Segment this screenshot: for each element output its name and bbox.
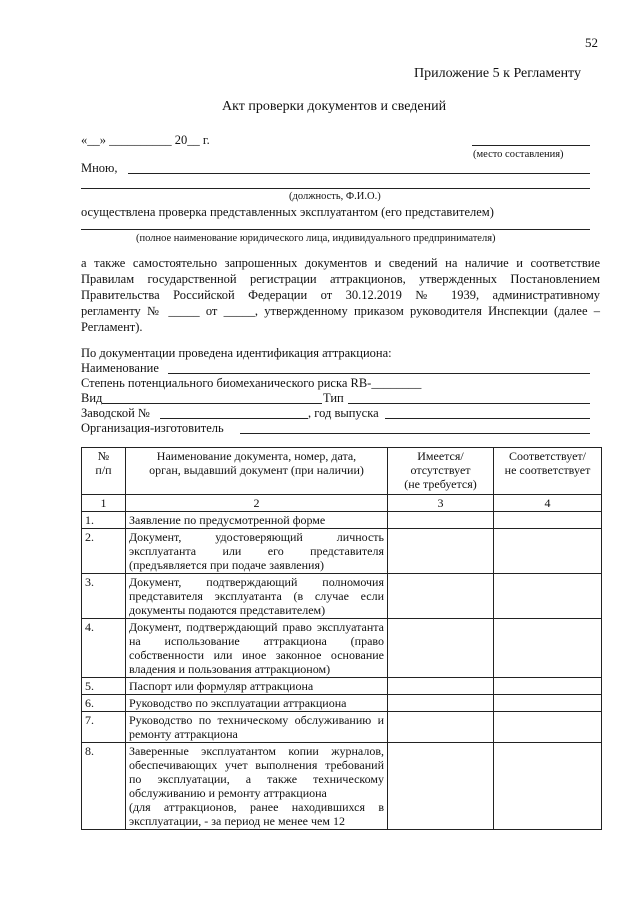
- row-compliance-cell[interactable]: [494, 712, 602, 743]
- place-caption: (место составления): [473, 149, 564, 160]
- table-row: [82, 512, 602, 529]
- field-kind-line: [102, 403, 322, 404]
- place-line: [472, 145, 590, 146]
- table-colnum-row: [82, 495, 602, 512]
- row-text: Документ, подтверждающий право эксплуатанта на использование аттракциона (право собственности или иное законное основание владения и пользования аттракционом): [126, 619, 388, 678]
- row-num: 1.: [82, 512, 126, 529]
- row-compliance-cell[interactable]: [494, 512, 602, 529]
- field-year-line: [385, 418, 590, 419]
- page-number: 52: [585, 35, 598, 50]
- para-line-4: регламенту № _____ от _____, утвержденному приказом руководителя Инспекции (далее –: [81, 304, 600, 318]
- para-line-1: а также самостоятельно запрошенных документов и сведений на наличие и соответствие: [81, 256, 600, 270]
- field-kind-label: Вид: [81, 391, 103, 405]
- row-text: Заявление по предусмотренной форме: [126, 512, 388, 529]
- field-name-line: [168, 373, 590, 374]
- row-compliance-cell[interactable]: [494, 678, 602, 695]
- row-present-cell[interactable]: [388, 574, 494, 619]
- me-label: Мною,: [81, 161, 118, 175]
- colnum-1: 1: [82, 495, 126, 512]
- row-present-cell[interactable]: [388, 512, 494, 529]
- row-num: 5.: [82, 678, 126, 695]
- field-year-label: , год выпуска: [308, 406, 379, 420]
- row-compliance-cell[interactable]: [494, 743, 602, 830]
- field-serial-label: Заводской №: [81, 406, 150, 420]
- field-maker-line: [240, 433, 590, 434]
- row-text: Руководство по эксплуатации аттракциона: [126, 695, 388, 712]
- table-row: [82, 712, 602, 743]
- entity-line: [81, 229, 590, 230]
- ident-intro: По документации проведена идентификация аттракциона:: [81, 346, 392, 360]
- entity-caption: (полное наименование юридического лица, индивидуального предпринимателя): [136, 233, 496, 244]
- row-compliance-cell[interactable]: [494, 695, 602, 712]
- colnum-4: 4: [494, 495, 602, 512]
- row-text: Заверенные эксплуатантом копии журналов, обеспечивающих учет выполнения требований по эксплуатации, а также техническому обслуживанию и ремонту аттракциона (для аттракционов, ранее находившихся в эксплуатации, - за период не менее чем 12: [126, 743, 388, 830]
- row-text: Документ, подтверждающий полномочия представителя эксплуатанта (в случае если документы подаются представителем): [126, 574, 388, 619]
- row-present-cell[interactable]: [388, 678, 494, 695]
- me-line-2: [81, 188, 590, 189]
- row-num: 7.: [82, 712, 126, 743]
- table-row: [82, 529, 602, 574]
- header-present: Имеется/ отсутствует (не требуется): [388, 448, 494, 495]
- date-line: «__» __________ 20__ г.: [81, 133, 210, 147]
- colnum-3: 3: [388, 495, 494, 512]
- row-compliance-cell[interactable]: [494, 529, 602, 574]
- field-serial-line: [160, 418, 308, 419]
- row-num: 2.: [82, 529, 126, 574]
- row-text: Паспорт или формуляр аттракциона: [126, 678, 388, 695]
- document-title: Акт проверки документов и сведений: [222, 99, 447, 114]
- row-num: 4.: [82, 619, 126, 678]
- header-num: № п/п: [82, 448, 126, 495]
- row-present-cell[interactable]: [388, 529, 494, 574]
- position-caption: (должность, Ф.И.О.): [289, 191, 381, 202]
- table-row: [82, 574, 602, 619]
- row-num: 6.: [82, 695, 126, 712]
- me-line: [128, 173, 590, 174]
- field-type-line: [348, 403, 590, 404]
- row-present-cell[interactable]: [388, 743, 494, 830]
- row-text: Документ, удостоверяющий личность эксплуатанта или его представителя (предъявляется при подаче заявления): [126, 529, 388, 574]
- row-text: Руководство по техническому обслуживанию и ремонту аттракциона: [126, 712, 388, 743]
- table-row: [82, 619, 602, 678]
- check-text: осуществлена проверка представленных эксплуатантом (его представителем): [81, 205, 494, 219]
- header-name: Наименование документа, номер, дата, орган, выдавший документ (при наличии): [126, 448, 388, 495]
- header-compliance: Соответствует/ не соответствует: [494, 448, 602, 495]
- row-present-cell[interactable]: [388, 712, 494, 743]
- appendix-label: Приложение 5 к Регламенту: [414, 66, 581, 81]
- field-name-label: Наименование: [81, 361, 159, 375]
- para-line-5: Регламент).: [81, 320, 143, 334]
- para-line-3: Правительства Российской Федерации от 30.12.2019 № 1939, административному: [81, 288, 600, 302]
- row-num: 8.: [82, 743, 126, 830]
- row-present-cell[interactable]: [388, 695, 494, 712]
- colnum-2: 2: [126, 495, 388, 512]
- table-row: [82, 743, 602, 830]
- table-row: [82, 678, 602, 695]
- field-maker-label: Организация-изготовитель: [81, 421, 224, 435]
- table-header-row: [82, 448, 602, 495]
- row-num: 3.: [82, 574, 126, 619]
- table-row: [82, 695, 602, 712]
- field-risk-label: Степень потенциального биомеханического риска RB-________: [81, 376, 422, 390]
- documents-table: [81, 447, 602, 830]
- row-compliance-cell[interactable]: [494, 574, 602, 619]
- row-present-cell[interactable]: [388, 619, 494, 678]
- field-type-label: Тип: [323, 391, 344, 405]
- para-line-2: Правилам государственной регистрации аттракционов, утвержденных Постановлением: [81, 272, 600, 286]
- row-compliance-cell[interactable]: [494, 619, 602, 678]
